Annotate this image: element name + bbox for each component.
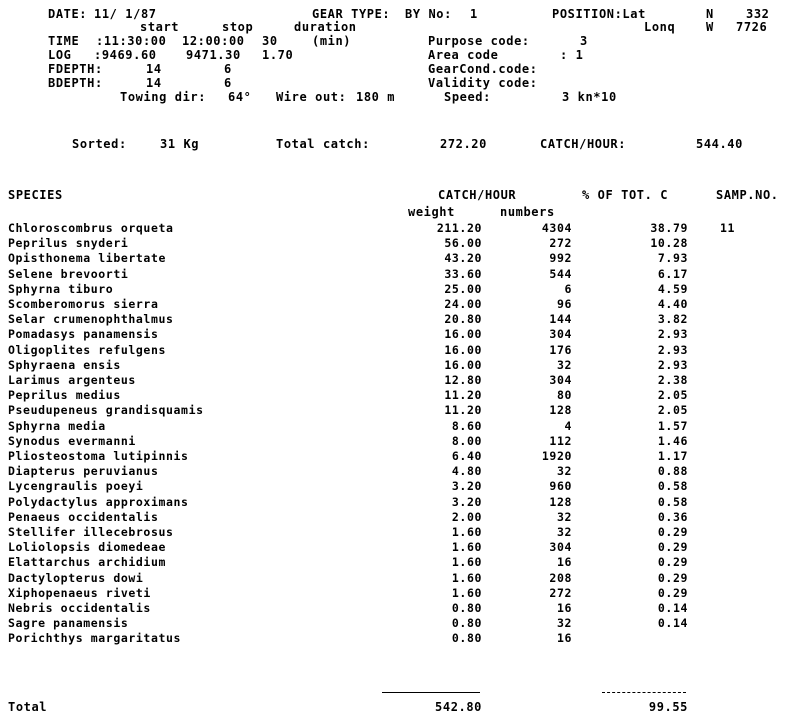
numbers-cell: 32 [556,525,572,539]
log-stop: 9471.30 [186,48,241,62]
numbers-cell: 144 [549,312,572,326]
species-name: Peprilus snyderi [8,236,129,250]
weight-cell: 24.00 [444,297,482,311]
species-name: Penaeus occidentalis [8,510,159,524]
time-stop: 12:00:00 [182,34,245,48]
pct-cell: 2.93 [657,358,688,372]
validity-label: Validity code: [428,76,538,90]
species-name: Xiphopenaeus riveti [8,586,151,600]
weight-cell: 3.20 [451,479,482,493]
weight-cell: 3.20 [451,495,482,509]
time-start: :11:30:00 [96,34,167,48]
bdepth-stop: 6 [224,76,232,90]
time-unit: (min) [312,34,352,48]
pct-cell: 2.05 [657,403,688,417]
numbers-cell: 80 [556,388,572,402]
numbers-cell: 6 [564,282,572,296]
pct-cell: 0.36 [657,510,688,524]
weight-cell: 8.00 [451,434,482,448]
numbers-cell: 960 [549,479,572,493]
species-name: Pseudupeneus grandisquamis [8,403,204,417]
date-label: DATE: [48,7,88,21]
pct-cell: 0.14 [657,601,688,615]
wire-value: 180 m [356,90,396,104]
pct-cell: 2.93 [657,327,688,341]
col-start-label: start [140,20,180,34]
catch-hour-label: CATCH/HOUR: [540,137,627,151]
species-name: Scomberomorus sierra [8,297,159,311]
weight-cell: 1.60 [451,540,482,554]
numbers-cell: 4304 [541,221,572,235]
numbers-cell: 272 [549,586,572,600]
gear-type-label: GEAR TYPE: [312,7,391,21]
pct-cell: 0.29 [657,555,688,569]
lon-hemisphere: W [706,20,714,34]
species-name: Oligoplites refulgens [8,343,166,357]
numbers-cell: 32 [556,510,572,524]
species-name: Polydactylus approximans [8,495,189,509]
gear-no: 1 [470,7,478,21]
species-name: Peprilus medius [8,388,121,402]
numbers-cell: 128 [549,403,572,417]
species-name: Opisthonema libertate [8,251,166,265]
lat-value: 332 [746,7,770,21]
pct-cell: 0.88 [657,464,688,478]
pct-cell: 0.29 [657,571,688,585]
numbers-cell: 304 [549,540,572,554]
weight-cell: 6.40 [451,449,482,463]
log-diff: 1.70 [262,48,294,62]
species-name: Loliolopsis diomedeae [8,540,166,554]
species-name: Chloroscombrus orqueta [8,221,174,235]
pct-cell: 6.17 [657,267,688,281]
catch-hour-value: 544.40 [696,137,743,151]
bdepth-label: BDEPTH: [48,76,103,90]
species-name: Sagre panamensis [8,616,129,630]
gear-type-value: BY No: [405,7,452,21]
numbers-cell: 112 [549,434,572,448]
pct-cell: 1.46 [657,434,688,448]
numbers-cell: 272 [549,236,572,250]
catch-hour-header: CATCH/HOUR [438,188,517,202]
species-name: Elattarchus archidium [8,555,166,569]
numbers-cell: 4 [564,419,572,433]
pct-cell: 0.58 [657,479,688,493]
fdepth-label: FDEPTH: [48,62,103,76]
wire-label: Wire out: [276,90,347,104]
towing-label: Towing dir: [120,90,207,104]
weight-cell: 0.80 [451,631,482,645]
numbers-cell: 304 [549,327,572,341]
species-name: Synodus evermanni [8,434,136,448]
total-label: Total [8,700,48,714]
speed-value: 3 kn*10 [562,90,617,104]
weight-cell: 33.60 [444,267,482,281]
species-name: Dactylopterus dowi [8,571,144,585]
weight-cell: 16.00 [444,327,482,341]
weight-cell: 1.60 [451,586,482,600]
time-label: TIME [48,34,80,48]
speed-label: Speed: [444,90,491,104]
weight-cell: 12.80 [444,373,482,387]
pct-cell: 38.79 [650,221,688,235]
fdepth-start: 14 [146,62,162,76]
sorted-value: 31 Kg [160,137,200,151]
weight-cell: 56.00 [444,236,482,250]
pct-cell: 1.57 [657,419,688,433]
lon-label: Lonq [644,20,676,34]
numbers-cell: 32 [556,358,572,372]
species-name: Lycengraulis poeyi [8,479,144,493]
sorted-label: Sorted: [72,137,127,151]
weight-cell: 1.60 [451,555,482,569]
numbers-cell: 208 [549,571,572,585]
weight-cell: 11.20 [444,388,482,402]
samp-header: SAMP.NO. [716,188,779,202]
log-start: :9469.60 [94,48,157,62]
pct-cell: 0.29 [657,586,688,600]
pct-cell: 3.82 [657,312,688,326]
numbers-cell: 96 [556,297,572,311]
fdepth-stop: 6 [224,62,232,76]
pct-cell: 1.17 [657,449,688,463]
species-name: Sphyrna tiburo [8,282,114,296]
total-pct: 99.55 [648,700,688,714]
numbers-cell: 32 [556,616,572,630]
pct-cell: 7.93 [657,251,688,265]
col-duration-label: duration [294,20,357,34]
date-value: 11/ 1/87 [94,7,157,21]
weight-cell: 1.60 [451,571,482,585]
species-header: SPECIES [8,188,63,202]
weight-cell: 25.00 [444,282,482,296]
bdepth-start: 14 [146,76,162,90]
time-duration: 30 [262,34,278,48]
pct-cell: 2.38 [657,373,688,387]
weight-cell: 0.80 [451,601,482,615]
weight-cell: 20.80 [444,312,482,326]
total-pct-rule [602,692,686,693]
numbers-cell: 128 [549,495,572,509]
position-label: POSITION:Lat [552,7,646,21]
numbers-header: numbers [500,205,555,219]
species-name: Pomadasys panamensis [8,327,159,341]
pct-cell: 0.14 [657,616,688,630]
pct-cell: 2.05 [657,388,688,402]
total-weight-rule [382,692,480,693]
species-name: Sphyrna media [8,419,106,433]
lon-value: 7726 [736,20,768,34]
weight-cell: 211.20 [436,221,482,235]
pct-cell: 2.93 [657,343,688,357]
weight-cell: 16.00 [444,343,482,357]
weight-header: weight [408,205,455,219]
numbers-cell: 1920 [541,449,572,463]
numbers-cell: 544 [549,267,572,281]
species-name: Nebris occidentalis [8,601,151,615]
species-name: Sphyraena ensis [8,358,121,372]
species-name: Pliosteostoma lutipinnis [8,449,189,463]
weight-cell: 8.60 [451,419,482,433]
pct-cell: 10.28 [650,236,688,250]
species-name: Larimus argenteus [8,373,136,387]
purpose-label: Purpose code: [428,34,530,48]
numbers-cell: 992 [549,251,572,265]
weight-cell: 0.80 [451,616,482,630]
area-value: : 1 [560,48,584,62]
weight-cell: 16.00 [444,358,482,372]
lat-hemisphere: N [706,7,714,21]
species-name: Diapterus peruvianus [8,464,159,478]
weight-cell: 11.20 [444,403,482,417]
pct-header: % OF TOT. C [582,188,669,202]
species-name: Selene brevoorti [8,267,129,281]
numbers-cell: 16 [556,601,572,615]
species-name: Porichthys margaritatus [8,631,182,645]
weight-cell: 43.20 [444,251,482,265]
weight-cell: 1.60 [451,525,482,539]
numbers-cell: 304 [549,373,572,387]
weight-cell: 4.80 [451,464,482,478]
numbers-cell: 32 [556,464,572,478]
total-catch-value: 272.20 [440,137,487,151]
gearcond-label: GearCond.code: [428,62,538,76]
total-catch-label: Total catch: [276,137,370,151]
total-weight: 542.80 [435,700,482,714]
col-stop-label: stop [222,20,254,34]
pct-cell: 0.29 [657,525,688,539]
weight-cell: 2.00 [451,510,482,524]
pct-cell: 4.40 [657,297,688,311]
numbers-cell: 16 [556,631,572,645]
numbers-cell: 16 [556,555,572,569]
purpose-value: 3 [580,34,588,48]
log-label: LOG [48,48,72,62]
species-name: Stellifer illecebrosus [8,525,174,539]
numbers-cell: 176 [549,343,572,357]
species-name: Selar crumenophthalmus [8,312,174,326]
towing-value: 64° [228,90,252,104]
pct-cell: 0.58 [657,495,688,509]
pct-cell: 0.29 [657,540,688,554]
samp-cell: 11 [720,221,736,235]
area-label: Area code [428,48,499,62]
pct-cell: 4.59 [657,282,688,296]
